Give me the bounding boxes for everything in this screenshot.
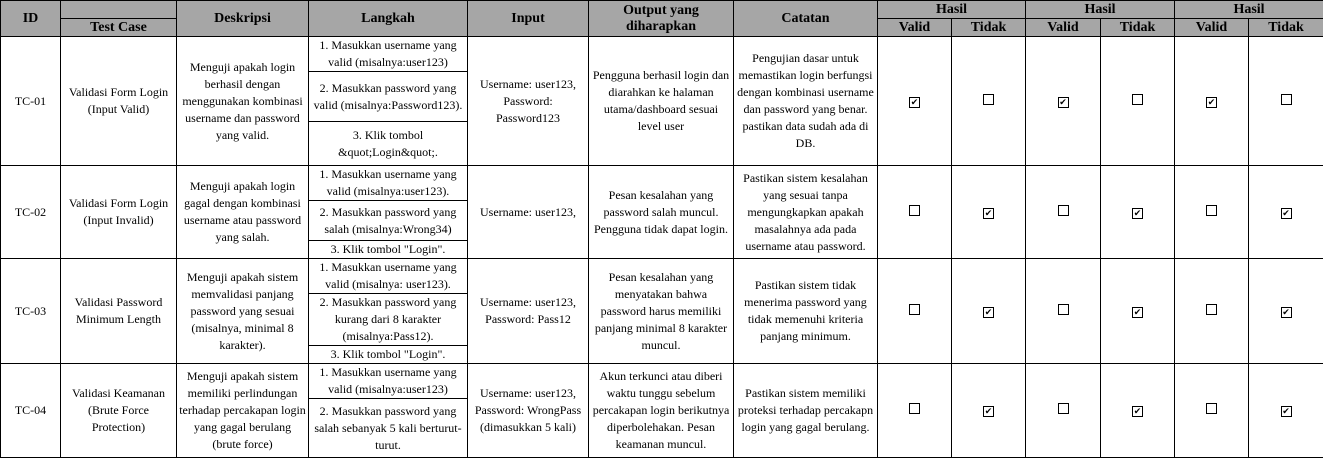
header-hasil-1: Hasil	[878, 1, 1026, 19]
header-hasil-3: Hasil	[1175, 1, 1323, 19]
cell-hasil-valid	[1026, 259, 1101, 364]
table-row	[1, 37, 1323, 72]
cell-id: TC-03	[1, 259, 61, 364]
cell-id: TC-01	[1, 37, 61, 166]
cell-langkah-step: 1. Masukkan username yang valid (misalnya: user123).	[309, 259, 468, 294]
checkbox-unchecked-icon[interactable]	[1281, 94, 1292, 105]
header-hasil-2: Hasil	[1026, 1, 1175, 19]
cell-hasil-tidak	[1101, 259, 1175, 364]
header-deskripsi: Deskripsi	[177, 1, 309, 37]
cell-hasil-tidak	[952, 364, 1026, 458]
header-test-case: Test Case	[61, 19, 177, 37]
cell-hasil-tidak	[1101, 37, 1175, 166]
cell-test-case: Validasi Keamanan (Brute Force Protection)	[61, 364, 177, 458]
cell-test-case: Validasi Form Login (Input Invalid)	[61, 166, 177, 259]
table-row	[1, 364, 1323, 399]
cell-hasil-valid	[1175, 166, 1249, 259]
cell-hasil-valid	[1026, 37, 1101, 166]
cell-hasil-valid	[1026, 364, 1101, 458]
checkbox-unchecked-icon[interactable]	[1058, 403, 1069, 414]
cell-hasil-valid	[1026, 166, 1101, 259]
header-catatan: Catatan	[734, 1, 878, 37]
cell-langkah-step: 1. Masukkan username yang valid (misalnya:user123).	[309, 166, 468, 201]
header-tidak-2: Tidak	[1101, 19, 1175, 37]
cell-hasil-tidak	[1249, 166, 1323, 259]
cell-test-case: Validasi Password Minimum Length	[61, 259, 177, 364]
cell-hasil-tidak	[952, 166, 1026, 259]
cell-input: Username: user123,	[468, 166, 589, 259]
checkbox-checked-icon[interactable]: ✔	[1281, 307, 1292, 318]
checkbox-checked-icon[interactable]: ✔	[983, 307, 994, 318]
cell-langkah-step: 2. Masukkan password yang salah (misalnya:Wrong34)	[309, 201, 468, 241]
table-row	[1, 259, 1323, 294]
checkbox-checked-icon[interactable]: ✔	[1132, 307, 1143, 318]
cell-hasil-tidak	[952, 37, 1026, 166]
checkbox-unchecked-icon[interactable]	[909, 205, 920, 216]
checkbox-unchecked-icon[interactable]	[909, 304, 920, 315]
checkbox-checked-icon[interactable]: ✔	[983, 406, 994, 417]
cell-langkah-step: 3. Klik tombol "Login".	[309, 346, 468, 364]
checkbox-checked-icon[interactable]: ✔	[909, 97, 920, 108]
cell-catatan: Pengujian dasar untuk memastikan login berfungsi dengan kombinasi username dan password yang benar. pastikan data sudah ada di DB.	[734, 37, 878, 166]
cell-hasil-valid	[1175, 364, 1249, 458]
cell-input: Username: user123, Password: Password123	[468, 37, 589, 166]
checkbox-unchecked-icon[interactable]	[1206, 304, 1217, 315]
cell-langkah-step: 2. Masukkan password yang valid (misalnya:Password123).	[309, 72, 468, 122]
header-id: ID	[1, 1, 61, 37]
checkbox-checked-icon[interactable]: ✔	[1132, 208, 1143, 219]
checkbox-checked-icon[interactable]: ✔	[1206, 97, 1217, 108]
checkbox-checked-icon[interactable]: ✔	[1058, 97, 1069, 108]
checkbox-unchecked-icon[interactable]	[983, 94, 994, 105]
header-valid-2: Valid	[1026, 19, 1101, 37]
cell-catatan: Pastikan sistem kesalahan yang sesuai tanpa mengungkapkan apakah masalahnya ada pada username atau password.	[734, 166, 878, 259]
checkbox-checked-icon[interactable]: ✔	[1281, 406, 1292, 417]
cell-deskripsi: Menguji apakah sistem memvalidasi panjang password yang sesuai (misalnya, minimal 8 karakter).	[177, 259, 309, 364]
cell-output: Pengguna berhasil login dan diarahkan ke halaman utama/dashboard sesuai level user	[589, 37, 734, 166]
cell-output: Pesan kesalahan yang password salah muncul. Pengguna tidak dapat login.	[589, 166, 734, 259]
cell-langkah-step: 1. Masukkan username yang valid (misalnya:user123)	[309, 37, 468, 72]
cell-deskripsi: Menguji apakah login gagal dengan kombinasi username atau password yang salah.	[177, 166, 309, 259]
checkbox-unchecked-icon[interactable]	[1132, 94, 1143, 105]
cell-hasil-valid	[878, 166, 952, 259]
cell-hasil-tidak	[1249, 259, 1323, 364]
checkbox-unchecked-icon[interactable]	[909, 403, 920, 414]
table-body	[1, 37, 1323, 458]
cell-hasil-valid	[1175, 37, 1249, 166]
cell-hasil-valid	[1175, 259, 1249, 364]
checkbox-checked-icon[interactable]: ✔	[1132, 406, 1143, 417]
cell-langkah-step: 3. Klik tombol &quot;Login&quot;.	[309, 122, 468, 166]
cell-hasil-tidak	[1101, 364, 1175, 458]
cell-langkah-step: 2. Masukkan password yang salah sebanyak 5 kali berturut-turut.	[309, 399, 468, 458]
header-tidak-3: Tidak	[1249, 19, 1323, 37]
cell-output: Pesan kesalahan yang menyatakan bahwa password harus memiliki panjang minimal 8 karakter muncul.	[589, 259, 734, 364]
checkbox-checked-icon[interactable]: ✔	[983, 208, 994, 219]
cell-input: Username: user123, Password: WrongPass (dimasukkan 5 kali)	[468, 364, 589, 458]
header-langkah: Langkah	[309, 1, 468, 37]
checkbox-unchecked-icon[interactable]	[1058, 304, 1069, 315]
header-valid-3: Valid	[1175, 19, 1249, 37]
cell-hasil-tidak	[1249, 364, 1323, 458]
cell-hasil-valid	[878, 259, 952, 364]
header-input: Input	[468, 1, 589, 37]
cell-test-case: Validasi Form Login (Input Valid)	[61, 37, 177, 166]
table-row	[1, 166, 1323, 201]
cell-hasil-tidak	[1101, 166, 1175, 259]
checkbox-unchecked-icon[interactable]	[1206, 205, 1217, 216]
header-output: Output yang diharapkan	[589, 1, 734, 37]
cell-id: TC-02	[1, 166, 61, 259]
cell-catatan: Pastikan sistem memiliki proteksi terhadap percakapn login yang gagal berulang.	[734, 364, 878, 458]
cell-langkah-step: 3. Klik tombol "Login".	[309, 241, 468, 259]
cell-langkah-step: 2. Masukkan password yang kurang dari 8 karakter (misalnya:Pass12).	[309, 294, 468, 346]
checkbox-unchecked-icon[interactable]	[1206, 403, 1217, 414]
cell-deskripsi: Menguji apakah login berhasil dengan menggunakan kombinasi username dan password yang valid.	[177, 37, 309, 166]
cell-id: TC-04	[1, 364, 61, 458]
cell-langkah-step: 1. Masukkan username yang valid (misalnya:user123)	[309, 364, 468, 399]
cell-output: Akun terkunci atau diberi waktu tunggu sebelum percakapan login berikutnya diperbolehakan. Pesan keamanan muncul.	[589, 364, 734, 458]
checkbox-unchecked-icon[interactable]	[1058, 205, 1069, 216]
cell-hasil-tidak	[952, 259, 1026, 364]
cell-input: Username: user123, Password: Pass12	[468, 259, 589, 364]
cell-deskripsi: Menguji apakah sistem memiliki perlindungan terhadap percakapan login yang gagal berulang (brute force)	[177, 364, 309, 458]
cell-catatan: Pastikan sistem tidak menerima password yang tidak memenuhi kriteria panjang minimum.	[734, 259, 878, 364]
cell-hasil-valid	[878, 37, 952, 166]
cell-hasil-valid	[878, 364, 952, 458]
cell-hasil-tidak	[1249, 37, 1323, 166]
header-test-case-top	[61, 1, 177, 19]
checkbox-checked-icon[interactable]: ✔	[1281, 208, 1292, 219]
header-tidak-1: Tidak	[952, 19, 1026, 37]
header-valid-1: Valid	[878, 19, 952, 37]
